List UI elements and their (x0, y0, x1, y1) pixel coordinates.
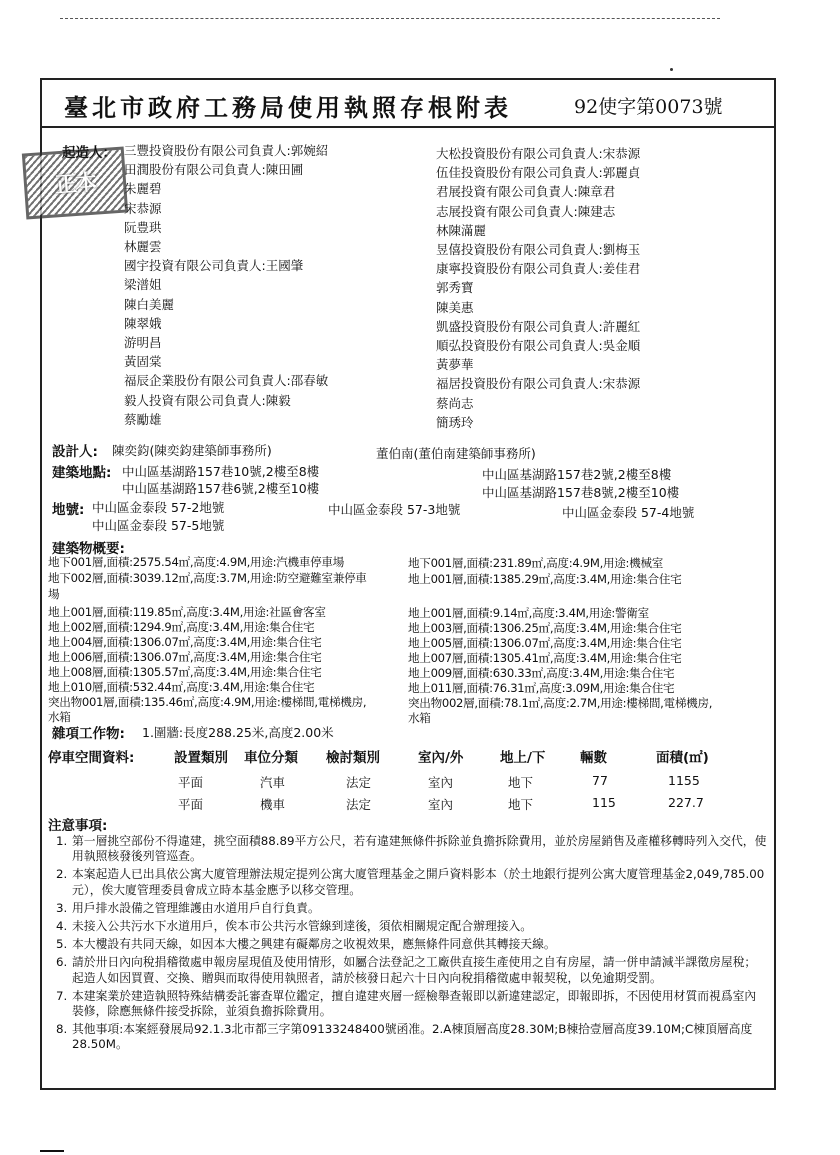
stamp-text: 正本 (54, 170, 96, 199)
note-item (56, 867, 768, 897)
note-text: 其他事項:本案經發展局92.1.3北市都三字第09133248400號函准。2.A棟頂層高度28.30M;B棟拾壹層高度39.10M;C棟頂層高度28.50M。 (72, 1022, 753, 1052)
owner-right-item: 凱盛投資股份有限公司負責人:許麗紅 (436, 318, 641, 334)
site-right-2: 中山區基湖路157巷8號,2樓至10樓 (482, 485, 680, 500)
overview-left-item: 水箱 (48, 710, 71, 724)
owner-left-item: 黃固棠 (124, 354, 162, 370)
site-label: 建築地點: (52, 465, 112, 481)
owner-right-item: 昱僖投資股份有限公司負責人:劉梅玉 (436, 242, 641, 257)
speck (670, 68, 673, 71)
parking-cell: 室內 (428, 775, 454, 790)
parking-cell: 平面 (178, 775, 204, 790)
overview-right-item: 地上001層,面積:9.14㎡,高度:3.4M,用途:警衛室 (408, 606, 649, 620)
bottom-mark (40, 1150, 64, 1152)
owner-left-item: 福辰企業股份有限公司負責人:邵春敏 (124, 373, 329, 389)
note-text: 本大樓設有共同天線，如因本大樓之興建有礙鄰房之收視效果，應無條件同意供其轉接天線。 (72, 937, 556, 952)
overview-left-item: 地上008層,面積:1305.57㎡,高度:3.4M,用途:集合住宅 (48, 665, 322, 679)
notes-label: 注意事項: (48, 818, 108, 834)
parking-cell: 法定 (346, 797, 372, 812)
owner-right-item: 簡琇玲 (436, 414, 474, 430)
owner-right-item: 康寧投資股份有限公司負責人:姜佳君 (436, 261, 641, 277)
note-number: 2. (56, 867, 68, 882)
overview-right-item: 水箱 (408, 711, 431, 725)
note-text: 未接入公共污水下水道用戶，俟本市公共污水管線到達後，須依相關規定配合辦理接入。 (72, 919, 533, 934)
overview-left-item: 地下001層,面積:2575.54㎡,高度:4.9M,用途:汽機車停車場 (48, 555, 344, 569)
parking-cell: 77 (592, 773, 608, 788)
overview-left-item: 地上010層,面積:532.44㎡,高度:3.4M,用途:集合住宅 (48, 680, 315, 694)
overview-right-item: 地上001層,面積:1385.29㎡,高度:3.4M,用途:集合住宅 (408, 572, 682, 586)
notes-list (56, 834, 768, 1056)
note-text: 請於卅日內向稅捐稽徵處申報房屋現值及使用情形，如屬合法登記之工廠供直接生產使用之自有房屋，請一併申請減半課徵房屋稅；起造人如因買賣、交換、贈與而取得使用執照者，請於核發日起六十日內向稅捐稽徵處申報契稅，以免逾期受罰。 (72, 955, 757, 985)
note-number: 4. (56, 919, 68, 934)
designer-right: 董伯南(董伯南建築師事務所) (376, 446, 536, 461)
overview-left-item: 場 (48, 587, 60, 601)
note-item (56, 955, 768, 985)
note-item (56, 1022, 768, 1052)
owner-right-item: 福居投資股份有限公司負責人:宋恭源 (436, 376, 641, 392)
parking-cell: 平面 (178, 797, 204, 812)
owner-left-item: 宋恭源 (124, 200, 162, 216)
parking-header-cell: 面積(㎡) (656, 750, 709, 766)
lot-2: 中山區金泰段 57-3地號 (328, 502, 461, 517)
note-number: 3. (56, 900, 68, 915)
overview-left-item: 地上002層,面積:1294.9㎡,高度:3.4M,用途:集合住宅 (48, 620, 315, 634)
lot-1: 中山區金泰段 57-2地號 (92, 500, 225, 515)
site-left-1: 中山區基湖路157巷10號,2樓至8樓 (122, 464, 320, 479)
parking-cell: 汽車 (260, 775, 286, 790)
designer-left: 陳奕鈞(陳奕鈞建築師事務所) (112, 443, 272, 458)
top-dashed-rule (60, 18, 720, 19)
owner-left-item: 陳翠娥 (124, 315, 162, 331)
owner-left-item: 陳白美麗 (124, 296, 175, 312)
note-number: 7. (56, 988, 68, 1003)
note-item (56, 919, 768, 934)
parking-cell: 地下 (508, 775, 534, 790)
misc-label: 雜項工作物: (52, 726, 125, 742)
owner-left-item: 梁潽姐 (124, 277, 162, 293)
note-text: 第一層挑空部份不得違建，挑空面積88.89平方公尺，若有違建無條件拆除並負擔拆除費用，並於房屋銷售及產權移轉時列入交代，使用執照核發後列管巡查。 (72, 834, 767, 864)
parking-header-cell: 室內/外 (418, 750, 464, 766)
overview-right-item: 地上009層,面積:630.33㎡,高度:3.4M,用途:集合住宅 (408, 666, 675, 680)
lot-3: 中山區金泰段 57-4地號 (562, 505, 695, 520)
note-text: 本案起造人已出具依公寓大廈管理辦法規定提列公寓大廈管理基金之開戶資料影本（於土地銀行提列公寓大廈管理基金2,049,785.00元），俟大廈管理委員會成立時本基金應予以移交管理。 (72, 867, 765, 897)
note-item (56, 937, 768, 952)
owner-right-item: 大松投資股份有限公司負責人:宋恭源 (436, 146, 641, 161)
site-right-1: 中山區基湖路157巷2號,2樓至8樓 (482, 467, 672, 482)
parking-cell: 地下 (508, 797, 534, 812)
note-text: 本建案業於建造執照特殊結構委託審查單位鑑定，擅自違建夾層一經檢舉查報即以新違建認定，即報即拆，不因使用材質而視爲室內裝修，除應無條件接受拆除，並須負擔拆除費用。 (72, 988, 757, 1019)
owners-label: 起造人： (62, 145, 116, 161)
parking-cell: 115 (592, 795, 616, 810)
overview-right-item: 地上011層,面積:76.31㎡,高度:3.09M,用途:集合住宅 (408, 681, 675, 695)
owner-left-item: 林麗雲 (124, 239, 162, 254)
overview-right-item: 地上003層,面積:1306.25㎡,高度:3.4M,用途:集合住宅 (408, 621, 682, 635)
parking-header-cell: 車位分類 (244, 750, 298, 766)
parking-header-cell: 設置類別 (174, 750, 228, 766)
parking-cell: 機車 (260, 797, 286, 812)
parking-header-cell: 地上/下 (500, 750, 546, 766)
permit-number: 92使字第0073號 (574, 96, 723, 118)
note-number: 8. (56, 1022, 68, 1037)
lot-4: 中山區金泰段 57-5地號 (92, 518, 225, 533)
note-number: 1. (56, 834, 68, 848)
note-number: 6. (56, 955, 68, 970)
owner-right-item: 郭秀寶 (436, 280, 474, 296)
owner-left-item: 阮豊珙 (124, 219, 162, 235)
owner-left-item: 國宇投資有限公司負責人:王國肇 (124, 258, 304, 274)
owner-right-item: 陳美惠 (436, 299, 474, 315)
overview-right-item: 地上005層,面積:1306.07㎡,高度:3.4M,用途:集合住宅 (408, 636, 682, 650)
overview-right-item: 地上007層,面積:1305.41㎡,高度:3.4M,用途:集合住宅 (408, 651, 682, 665)
overview-left-item: 地上001層,面積:119.85㎡,高度:3.4M,用途:社區會客室 (48, 605, 326, 619)
note-item (56, 901, 768, 916)
owner-right-item: 志展投資有限公司負責人:陳建志 (436, 203, 616, 219)
owner-right-item: 君展投資有限公司負責人:陳章君 (436, 184, 616, 200)
owner-left-item: 朱麗碧 (124, 181, 162, 197)
parking-cell: 1155 (668, 773, 700, 788)
overview-left-item: 地上006層,面積:1306.07㎡,高度:3.4M,用途:集合住宅 (48, 650, 322, 664)
misc-value: 1.圍牆:長度288.25米,高度2.00米 (142, 725, 334, 740)
overview-right-item: 地下001層,面積:231.89㎡,高度:4.9M,用途:機械室 (408, 556, 664, 570)
parking-cell: 法定 (346, 775, 372, 790)
owner-left-item: 蔡勵雄 (124, 411, 162, 427)
owner-right-item: 伍佳投資股份有限公司負責人:郭麗貞 (436, 165, 641, 181)
overview-left-item: 地上004層,面積:1306.07㎡,高度:3.4M,用途:集合住宅 (48, 635, 322, 649)
owner-right-item: 順弘投資股份有限公司負責人:吳金順 (436, 338, 641, 353)
owner-right-item: 林陳滿麗 (436, 222, 487, 238)
overview-label: 建築物概要: (52, 541, 125, 557)
owner-right-item: 黃夢華 (436, 357, 474, 373)
parking-cell: 室內 (428, 797, 454, 812)
note-item (56, 989, 768, 1019)
site-left-2: 中山區基湖路157巷6號,2樓至10樓 (122, 481, 320, 496)
designer-label: 設計人: (52, 444, 98, 460)
page-title: 臺北市政府工務局使用執照存根附表 (64, 93, 512, 122)
parking-header-cell: 輛數 (580, 750, 607, 766)
owner-left-item: 毅人投資有限公司負責人:陳毅 (124, 392, 291, 408)
note-item (56, 834, 768, 864)
owner-right-item: 蔡尚志 (436, 395, 474, 411)
lot-label: 地號: (52, 502, 85, 518)
overview-left-item: 地下002層,面積:3039.12㎡,高度:3.7M,用途:防空避難室兼停車 (48, 571, 367, 585)
owner-left-item: 游明昌 (124, 335, 162, 350)
parking-label: 停車空間資料: (48, 750, 135, 766)
owner-left-item: 田潤股份有限公司負責人:陳田圃 (124, 162, 304, 178)
overview-left-item: 突出物001層,面積:135.46㎡,高度:4.9M,用途:樓梯間,電梯機房, (48, 695, 367, 709)
parking-header-cell: 檢討類別 (326, 750, 380, 766)
note-text: 用戶排水設備之管理維護由水道用戶自行負責。 (72, 900, 320, 915)
owner-left-item: 三豐投資股份有限公司負責人:郭婉紹 (124, 143, 329, 158)
parking-cell: 227.7 (668, 795, 704, 810)
note-number: 5. (56, 937, 68, 952)
overview-right-item: 突出物002層,面積:78.1㎡,高度:2.7M,用途:樓梯間,電梯機房, (408, 696, 713, 710)
header-rule (40, 126, 776, 128)
